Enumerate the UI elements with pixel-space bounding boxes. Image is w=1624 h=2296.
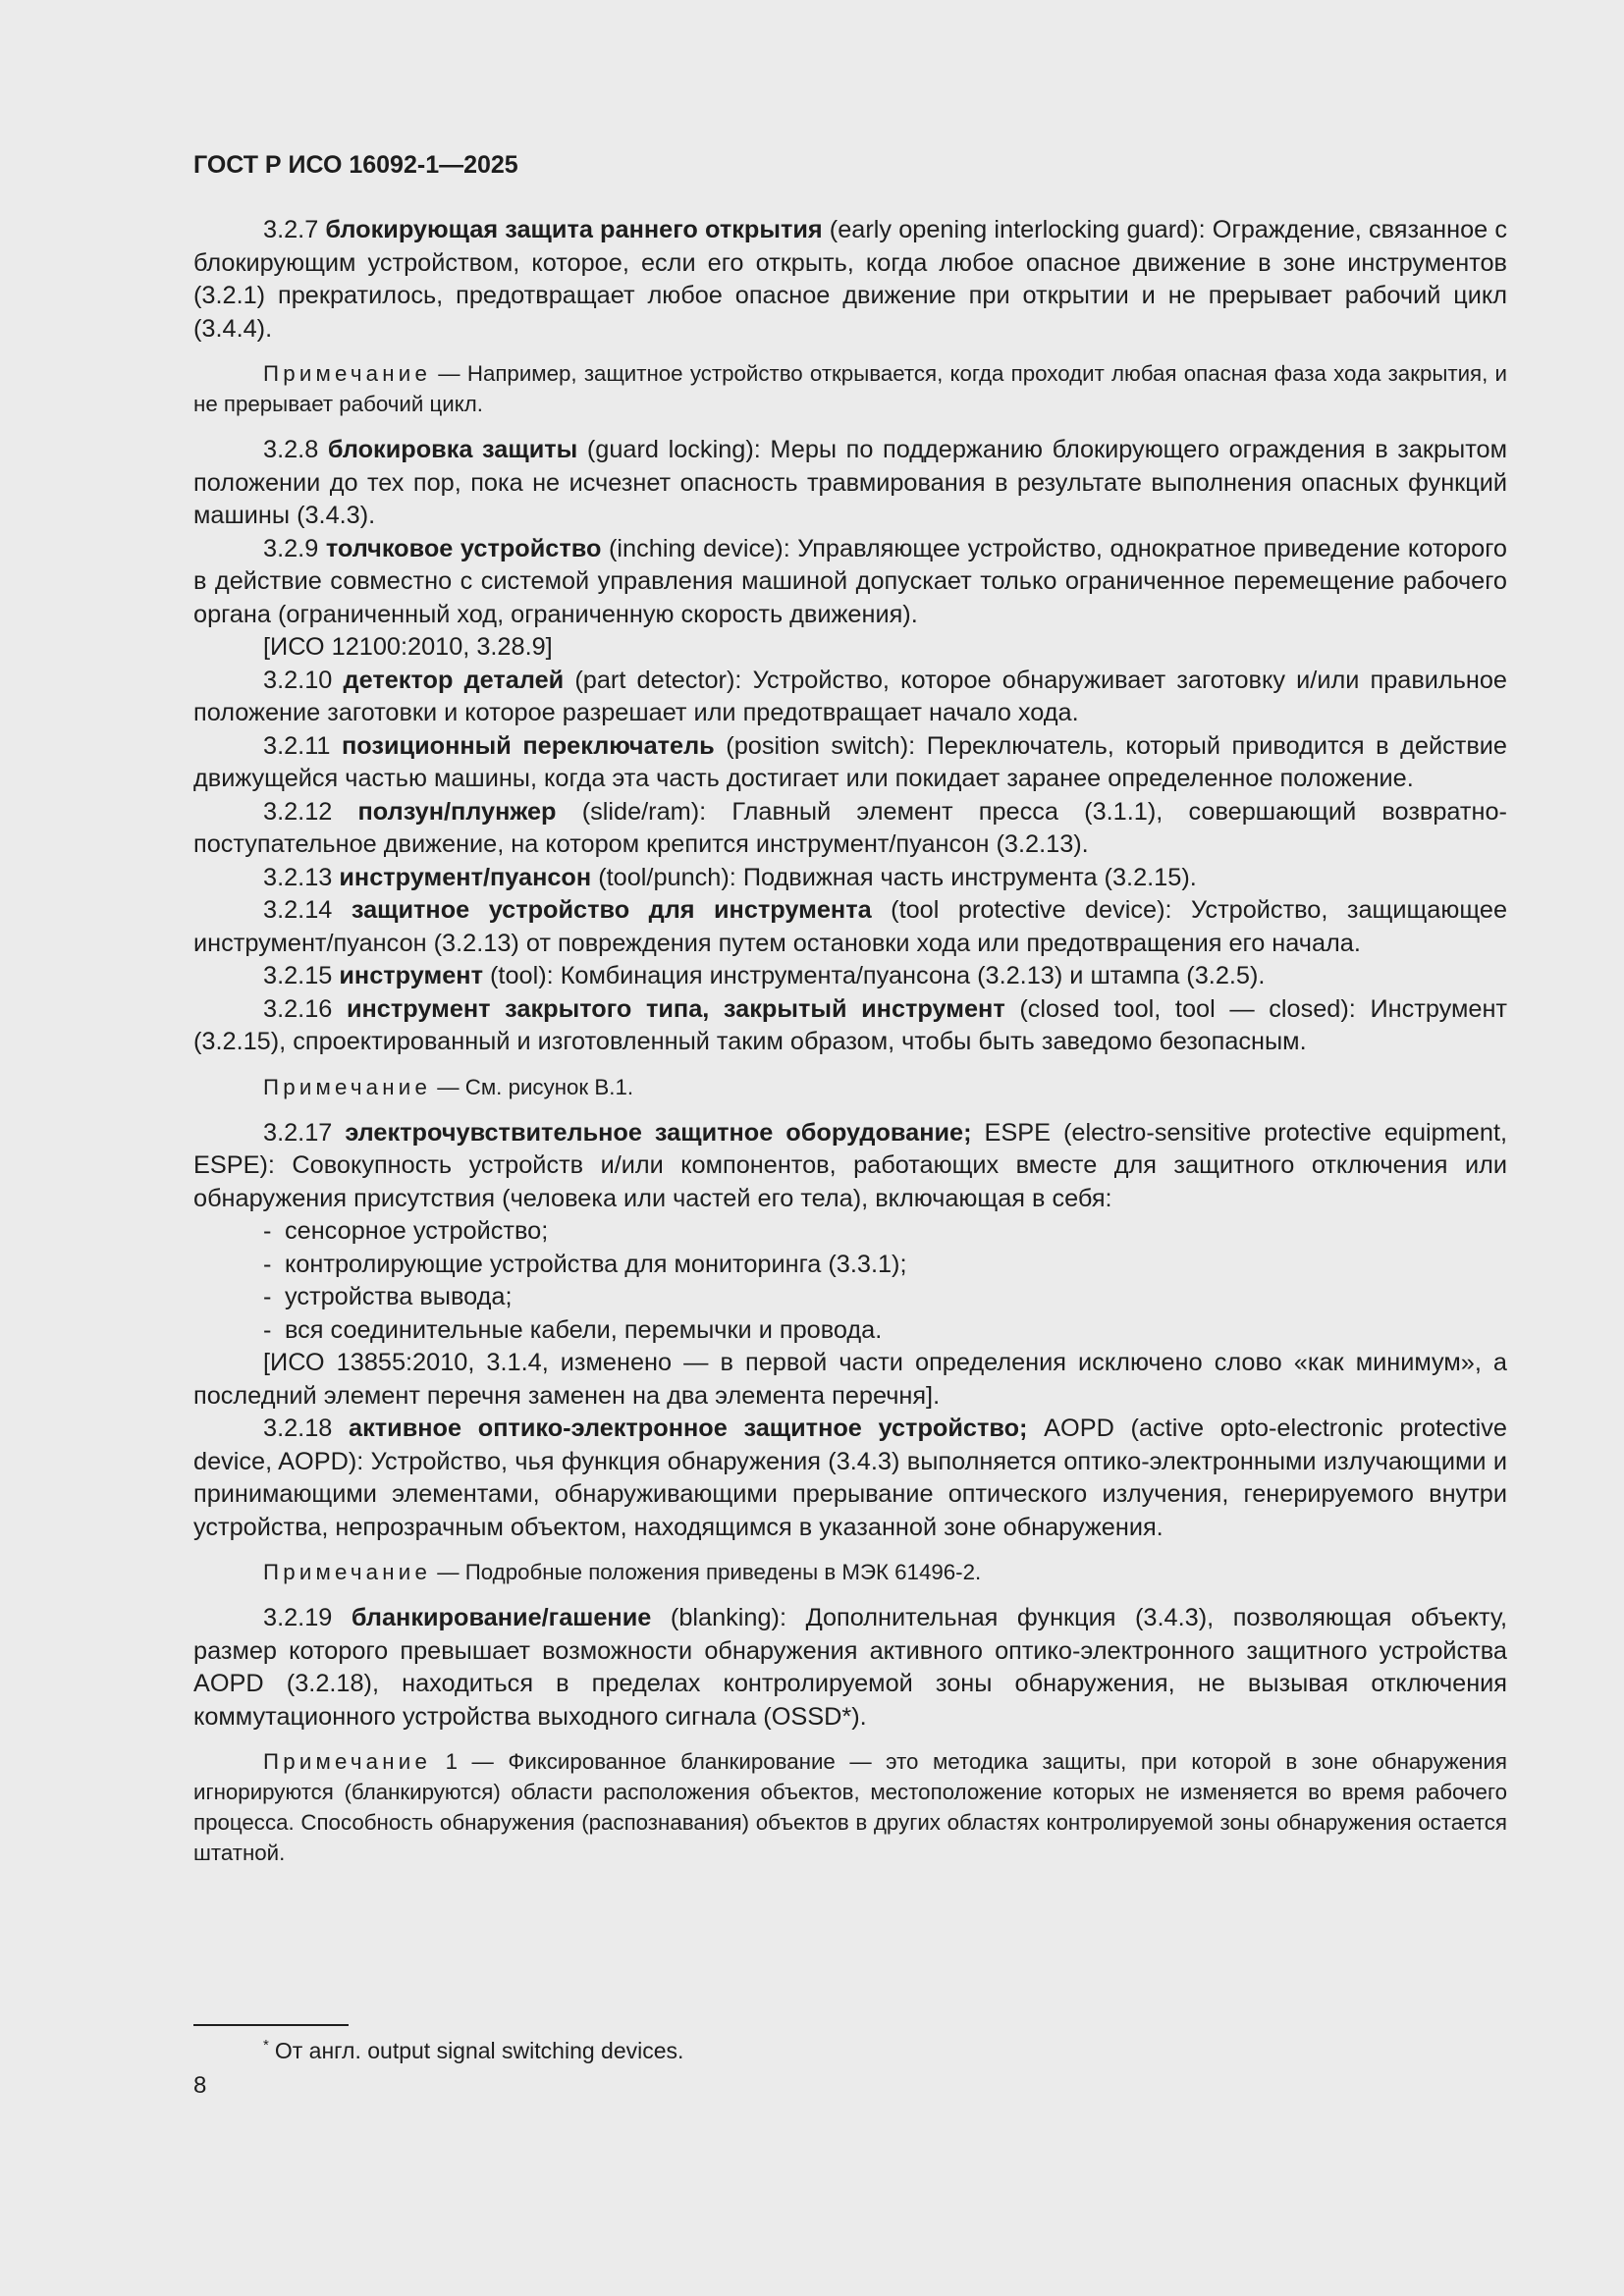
- term-name: ползун/плунжер: [357, 797, 557, 826]
- term-definition: ESPE (electro-sensitive protective equipment, ESPE): Совокупность устройств и/или компонентов, работающих вместе для защитного отключения или обнаружения присутствия (человека или частей его тела), включающая в себя:: [193, 1118, 1508, 1212]
- term-3-2-7: [193, 214, 1507, 346]
- term-name: инструмент закрытого типа, закрытый инструмент: [346, 994, 1005, 1023]
- term-number: 3.2.8: [263, 436, 319, 463]
- list-item: - вся соединительные кабели, перемычки и провода.: [263, 1315, 883, 1344]
- note-text: См. рисунок В.1.: [464, 1074, 634, 1099]
- term-3-2-16: [193, 993, 1507, 1059]
- term-3-2-10: [193, 665, 1507, 730]
- term-definition: (blanking): Дополнительная функция (3.4.3), позволяющая объекту, размер которого превышает возможности обнаружения активного оптико-электронного защитного устройства AOPD (3.2.18), находиться в пределах контролируемой зоны обнаружения, не вызывая отключения коммутационного устройства выходного сигнала (OSSD*).: [193, 1604, 1507, 1731]
- term-definition: (slide/ram): Главный элемент пресса (3.1.1), совершающий возвратно-поступательное движение, на котором крепится инструмент/пуансон (3.2.13).: [193, 797, 1507, 858]
- note-4: [193, 1746, 1507, 1868]
- note-dash: 1 —: [431, 1749, 509, 1774]
- footnote-text: От англ. output signal switching devices.: [274, 2038, 684, 2063]
- term-name: детектор деталей: [343, 666, 565, 694]
- note-2: [193, 1072, 1507, 1102]
- term-definition: (inching device): Управляющее устройство, однократное приведение которого в действие совместно с системой управления машиной допускает только ограниченное перемещение рабочего органа (ограниченный ход, ограниченную скорость движения).: [193, 534, 1507, 628]
- footnote-mark: *: [263, 2037, 269, 2054]
- term-name: защитное устройство для инструмента: [351, 896, 872, 924]
- term-number: 3.2.18: [263, 1415, 333, 1442]
- term-definition: (tool): Комбинация инструмента/пуансона (3.2.13) и штампа (3.2.5).: [482, 962, 1266, 989]
- term-definition: AOPD (active opto-electronic protective device, AOPD): Устройство, чья функция обнаружения (3.4.3) выполняется оптико-электронными излучающими и принимающими элементами, обнаруживающими прерывание оптического излучения, генерируемого внутри устройства, непрозрачным объектом, находящимся в указанной зоне обнаружения.: [193, 1415, 1507, 1541]
- note-dash: —: [431, 1560, 465, 1584]
- term-3-2-8: [193, 434, 1507, 533]
- term-3-2-15: [193, 960, 1507, 993]
- page-number: 8: [193, 2072, 207, 2099]
- footnote: [263, 2031, 683, 2065]
- term-3-2-19: [193, 1602, 1507, 1734]
- component-list: [193, 1215, 1507, 1347]
- term-name: позиционный переключатель: [342, 731, 715, 760]
- term-number: 3.2.14: [263, 896, 333, 924]
- term-number: 3.2.17: [263, 1118, 333, 1147]
- term-3-2-18: [193, 1413, 1507, 1544]
- note-dash: —: [431, 361, 467, 386]
- term-3-2-9: [193, 533, 1507, 632]
- note-text: Подробные положения приведены в МЭК 61496-2.: [464, 1560, 982, 1584]
- note-3: [193, 1557, 1507, 1587]
- document-header: ГОСТ Р ИСО 16092-1—2025: [193, 151, 518, 179]
- source-reference: [ИСО 13855:2010, 3.1.4, изменено — в первой части определения исключено слово «как минимум», а последний элемент перечня заменен на два элемента перечня].: [193, 1349, 1507, 1410]
- term-3-2-11: [193, 730, 1507, 796]
- term-name: инструмент/пуансон: [339, 863, 592, 891]
- note-label: Примечание: [263, 1749, 432, 1774]
- term-definition: (tool/punch): Подвижная часть инструмента (3.2.15).: [591, 863, 1197, 891]
- term-definition: (position switch): Переключатель, который приводится в действие движущейся частью машины, когда эта часть достигает или покидает заранее определенное положение.: [193, 731, 1507, 792]
- term-3-2-13: [193, 862, 1507, 895]
- note-text: Например, защитное устройство открывается, когда проходит любая опасная фаза хода закрытия, и не прерывает рабочий цикл.: [193, 361, 1508, 416]
- term-name: инструмент: [339, 962, 483, 989]
- note-label: Примечание: [263, 1074, 432, 1099]
- list-item: - сенсорное устройство;: [263, 1217, 549, 1245]
- term-number: 3.2.12: [263, 797, 333, 826]
- term-definition: (part detector): Устройство, которое обнаруживает заготовку и/или правильное положение заготовки и которое разрешает или предотвращает начало хода.: [193, 666, 1507, 726]
- term-definition: (guard locking): Меры по поддержанию блокирующего ограждения в закрытом положении до тех пор, пока не исчезнет опасность травмирования в результате выполнения опасных функций машины (3.4.3).: [193, 436, 1507, 529]
- term-definition: (tool protective device): Устройство, защищающее инструмент/пуансон (3.2.13) от повреждения путем остановки хода или предотвращения его начала.: [193, 896, 1508, 957]
- term-3-2-14: [193, 894, 1507, 960]
- term-name: толчковое устройство: [325, 534, 602, 562]
- note-text: Фиксированное бланкирование — это методика защиты, при которой в зоне обнаружения игнорируются (бланкируются) области расположения объектов, местоположение которых не изменяется во время рабочего процесса. Способность обнаружения (распознавания) объектов в других областях контролируемой зоны обнаружения остается штатной.: [193, 1749, 1507, 1865]
- term-number: 3.2.15: [263, 962, 333, 989]
- term-definition: (closed tool, tool — closed): Инструмент (3.2.15), спроектированный и изготовленный таким образом, чтобы быть заведомо безопасным.: [193, 994, 1507, 1055]
- term-3-2-17: [193, 1117, 1507, 1216]
- note-label: Примечание: [263, 1560, 432, 1584]
- note-dash: —: [431, 1074, 465, 1099]
- term-definition: (early opening interlocking guard): Ограждение, связанное с блокирующим устройством, которое, если его открыть, когда любое опасное движение в зоне инструментов (3.2.1) прекратилось, предотвращает любое опасное движение при открытии и не прерывает рабочий цикл (3.4.4).: [193, 216, 1508, 343]
- list-item: - контролирующие устройства для мониторинга (3.3.1);: [263, 1250, 907, 1278]
- note-label: Примечание: [263, 361, 432, 386]
- term-name: бланкирование/гашение: [351, 1604, 652, 1631]
- term-name: блокировка защиты: [327, 436, 578, 463]
- note-1: [193, 358, 1507, 419]
- term-number: 3.2.16: [263, 994, 333, 1023]
- term-name: активное оптико-электронное защитное устройство;: [349, 1415, 1028, 1442]
- term-name: блокирующая защита раннего открытия: [325, 216, 823, 243]
- term-number: 3.2.9: [263, 534, 319, 562]
- term-name: электрочувствительное защитное оборудование;: [345, 1118, 972, 1147]
- source-reference: [ИСО 12100:2010, 3.28.9]: [263, 633, 553, 661]
- term-number: 3.2.19: [263, 1604, 333, 1631]
- list-item: - устройства вывода;: [263, 1283, 513, 1310]
- term-number: 3.2.11: [263, 731, 331, 760]
- term-number: 3.2.10: [263, 666, 333, 694]
- term-number: 3.2.7: [263, 216, 319, 243]
- footnote-separator: [193, 2024, 349, 2026]
- term-3-2-12: [193, 796, 1507, 862]
- term-number: 3.2.13: [263, 863, 333, 891]
